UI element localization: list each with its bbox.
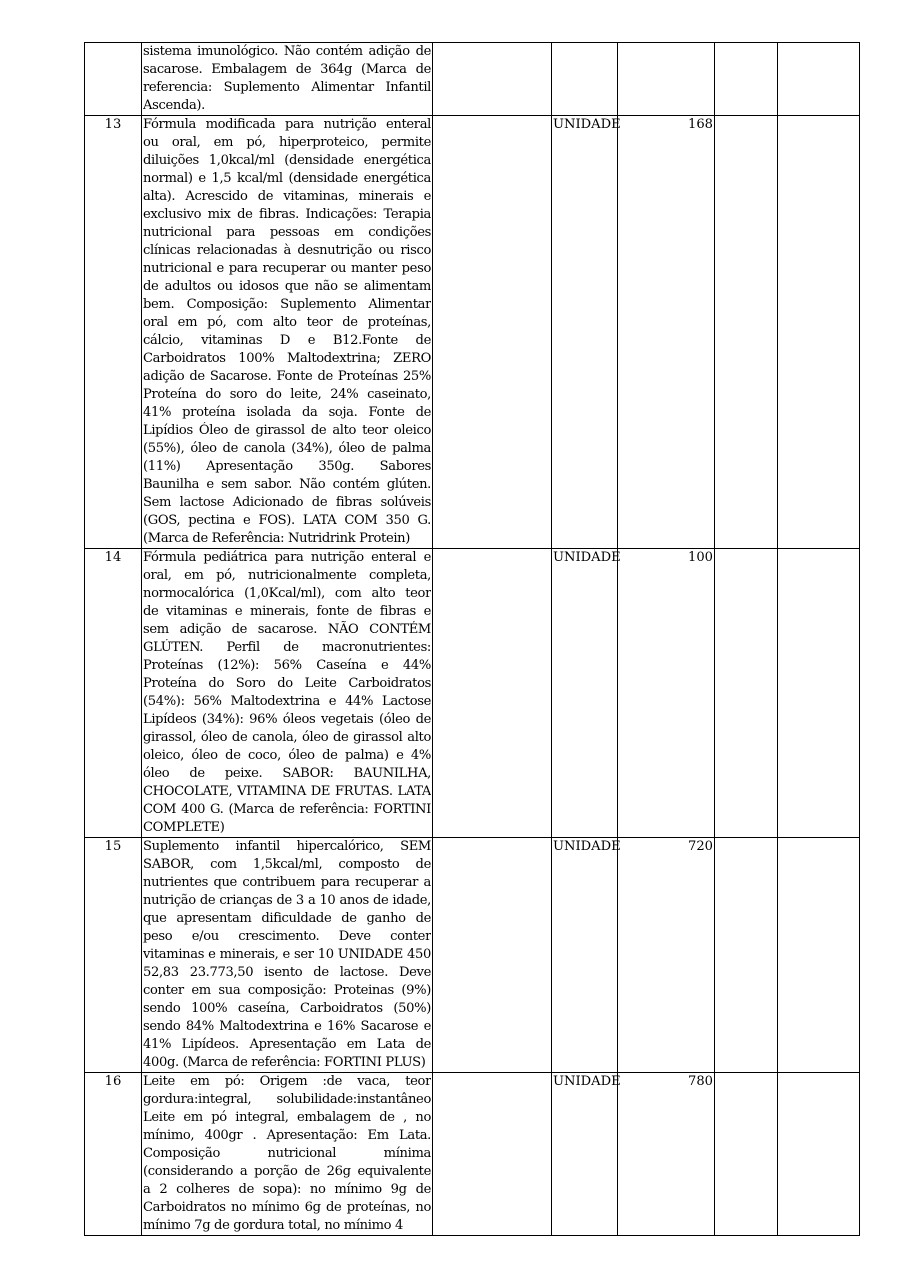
item-unit: [552, 43, 618, 116]
description-line: normal) e 1,5 kcal/ml (densidade energética: [143, 171, 431, 186]
description-line: Composição nutricional mínima: [143, 1146, 431, 1161]
items-table: [84, 42, 860, 1236]
description-line: de vitaminas e minerais, fonte de fibras e: [143, 604, 431, 619]
description-line: (55%), óleo de canola (34%), óleo de palma: [143, 441, 431, 456]
description-line: 41% proteína isolada da soja. Fonte de: [143, 405, 431, 420]
item-unit: UNIDADE: [552, 1073, 618, 1236]
item-unit: UNIDADE: [552, 549, 618, 838]
total-price-cell: [778, 1073, 860, 1236]
description-line: (GOS, pectina e FOS). LATA COM 350 G.: [143, 513, 431, 528]
description-line: conter em sua composição: Proteinas (9%): [143, 983, 431, 998]
item-quantity: 720: [618, 838, 715, 1073]
description-line: Carboidratos 100% Maltodextrina; ZERO: [143, 351, 431, 366]
description-line: cálcio, vitaminas D e B12.Fonte de: [143, 333, 431, 348]
item-number: 16: [85, 1073, 142, 1236]
table-row: [85, 549, 860, 838]
item-description: [142, 549, 433, 838]
item-number: 14: [85, 549, 142, 838]
description-line: gordura:integral, solubilidade:instantâneo: [143, 1092, 431, 1107]
description-line: Lipídeos (34%): 96% óleos vegetais (óleo de: [143, 712, 431, 727]
description-line: Leite em pó integral, embalagem de , no: [143, 1110, 431, 1125]
description-line: girassol, óleo de canola, óleo de girassol alto: [143, 730, 431, 745]
description-line: SABOR, com 1,5kcal/ml, composto de: [143, 857, 431, 872]
description-line: Fórmula modificada para nutrição enteral: [143, 117, 431, 132]
description-line: que apresentam dificuldade de ganho de: [143, 911, 431, 926]
empty-cell: [433, 1073, 552, 1236]
description-line: COMPLETE): [143, 820, 225, 835]
item-description: [142, 1073, 433, 1236]
description-line: nutrição de crianças de 3 a 10 anos de idade,: [143, 893, 431, 908]
description-line: CHOCOLATE, VITAMINA DE FRUTAS. LATA: [143, 784, 431, 799]
item-number: [85, 43, 142, 116]
description-line: (54%): 56% Maltodextrina e 44% Lactose: [143, 694, 431, 709]
description-line: 400g. (Marca de referência: FORTINI PLUS): [143, 1055, 426, 1070]
items-table-body: [85, 43, 860, 1236]
description-line: Lipídios Óleo de girassol de alto teor oleico: [143, 423, 431, 438]
description-line: oral em pó, com alto teor de proteínas,: [143, 315, 431, 330]
description-line: Carboidratos no mínimo 6g de proteínas, no: [143, 1200, 431, 1215]
description-line: sendo 84% Maltodextrina e 16% Sacarose e: [143, 1019, 431, 1034]
description-line: vitaminas e minerais, e ser 10 UNIDADE 450: [143, 947, 431, 962]
item-unit: UNIDADE: [552, 116, 618, 549]
total-price-cell: [778, 838, 860, 1073]
description-line: Proteína do soro do leite, 24% caseinato,: [143, 387, 431, 402]
item-unit: UNIDADE: [552, 838, 618, 1073]
description-line: Proteína do Soro do Leite Carboidratos: [143, 676, 431, 691]
description-line: Ascenda).: [143, 98, 205, 113]
description-line: (11%) Apresentação 350g. Sabores: [143, 459, 431, 474]
description-line: 52,83 23.773,50 isento de lactose. Deve: [143, 965, 431, 980]
description-line: normocalórica (1,0Kcal/ml), com alto teor: [143, 586, 431, 601]
description-line: sem adição de sacarose. NÃO CONTÉM: [143, 622, 431, 637]
description-line: nutrientes que contribuem para recuperar a: [143, 875, 431, 890]
table-row: [85, 116, 860, 549]
description-line: oral, em pó, nutricionalmente completa,: [143, 568, 431, 583]
description-line: Proteínas (12%): 56% Caseína e 44%: [143, 658, 431, 673]
item-quantity: 780: [618, 1073, 715, 1236]
description-line: COM 400 G. (Marca de referência: FORTINI: [143, 802, 431, 817]
description-line: 41% Lipídeos. Apresentação em Lata de: [143, 1037, 431, 1052]
description-line: mínimo 7g de gordura total, no mínimo 4: [143, 1218, 403, 1233]
description-line: Sem lactose Adicionado de fibras solúveis: [143, 495, 431, 510]
description-line: mínimo, 400gr . Apresentação: Em Lata.: [143, 1128, 431, 1143]
description-line: referencia: Suplemento Alimentar Infantil: [143, 80, 431, 95]
total-price-cell: [778, 43, 860, 116]
item-description: [142, 838, 433, 1073]
description-line: adição de Sacarose. Fonte de Proteínas 25%: [143, 369, 431, 384]
description-line: bem. Composição: Suplemento Alimentar: [143, 297, 431, 312]
description-line: óleo de peixe. SABOR: BAUNILHA,: [143, 766, 431, 781]
description-line: sendo 100% caseína, Carboidratos (50%): [143, 1001, 431, 1016]
unit-price-cell: [715, 43, 778, 116]
description-line: peso e/ou crescimento. Deve conter: [143, 929, 431, 944]
unit-price-cell: [715, 549, 778, 838]
empty-cell: [433, 549, 552, 838]
description-line: diluições 1,0kcal/ml (densidade energética: [143, 153, 431, 168]
description-line: a 2 colheres de sopa): no mínimo 9g de: [143, 1182, 431, 1197]
empty-cell: [433, 838, 552, 1073]
empty-cell: [433, 43, 552, 116]
unit-price-cell: [715, 838, 778, 1073]
description-line: GLÚTEN. Perfil de macronutrientes:: [143, 640, 431, 655]
item-quantity: 100: [618, 549, 715, 838]
description-line: (considerando a porção de 26g equivalente: [143, 1164, 431, 1179]
description-line: Baunilha e sem sabor. Não contém glúten.: [143, 477, 431, 492]
table-row: [85, 43, 860, 116]
description-line: oleico, óleo de coco, óleo de palma) e 4%: [143, 748, 431, 763]
item-number: 13: [85, 116, 142, 549]
table-row: [85, 838, 860, 1073]
description-line: sistema imunológico. Não contém adição de: [143, 44, 431, 59]
unit-price-cell: [715, 116, 778, 549]
description-line: Suplemento infantil hipercalórico, SEM: [143, 839, 431, 854]
unit-price-cell: [715, 1073, 778, 1236]
description-line: alta). Acrescido de vitaminas, minerais e: [143, 189, 431, 204]
table-row: [85, 1073, 860, 1236]
description-line: Fórmula pediátrica para nutrição enteral e: [143, 550, 431, 565]
item-number: 15: [85, 838, 142, 1073]
description-line: nutricional para pessoas em condições: [143, 225, 431, 240]
item-description: [142, 43, 433, 116]
empty-cell: [433, 116, 552, 549]
description-line: sacarose. Embalagem de 364g (Marca de: [143, 62, 431, 77]
description-line: Leite em pó: Origem :de vaca, teor: [143, 1074, 431, 1089]
description-line: exclusivo mix de fibras. Indicações: Terapia: [143, 207, 431, 222]
item-quantity: 168: [618, 116, 715, 549]
description-line: ou oral, em pó, hiperproteico, permite: [143, 135, 431, 150]
description-line: nutricional e para recuperar ou manter peso: [143, 261, 431, 276]
description-line: clínicas relacionadas à desnutrição ou risco: [143, 243, 431, 258]
description-line: de adultos ou idosos que não se alimentam: [143, 279, 431, 294]
item-description: [142, 116, 433, 549]
description-line: (Marca de Referência: Nutridrink Protein): [143, 531, 411, 546]
item-quantity: [618, 43, 715, 116]
total-price-cell: [778, 549, 860, 838]
total-price-cell: [778, 116, 860, 549]
